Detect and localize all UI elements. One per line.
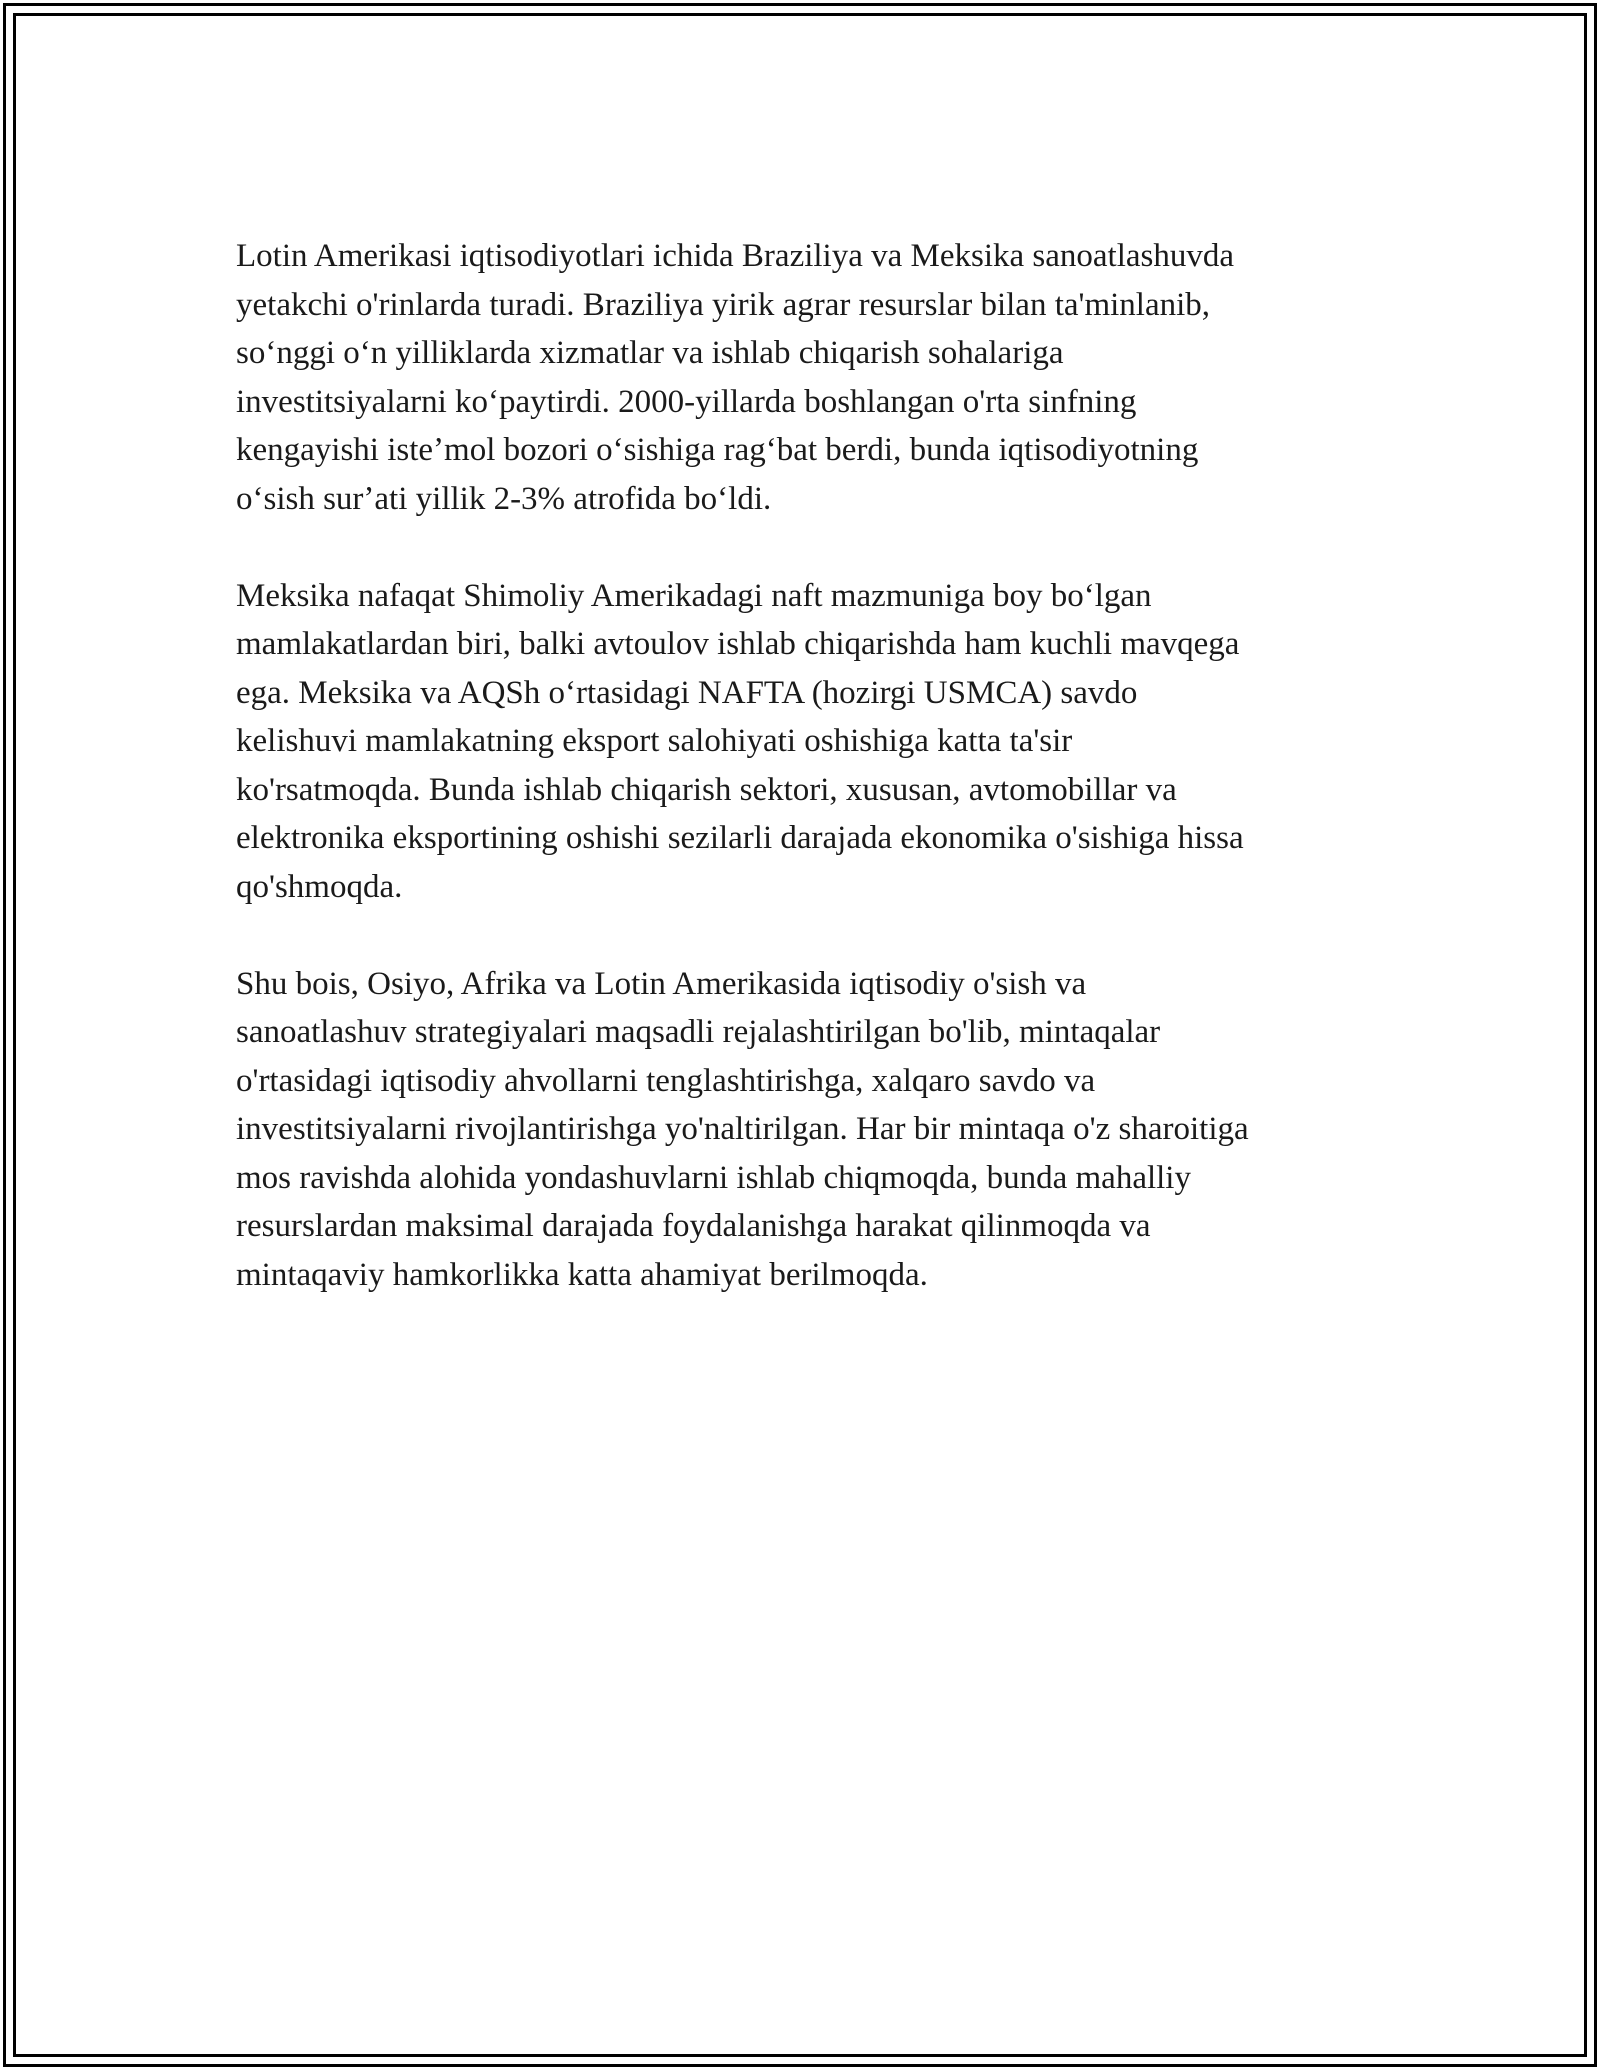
paragraph-brazil-mexico-intro: Lotin Amerikasi iqtisodiyotlari ichida Braziliya va Meksika sanoatlashuvda yetakchi o'rinlarda turadi. Braziliya yirik agrar resurslar bilan ta'minlanib, soʻnggi oʻn yilliklarda xizmatlar va ishlab chiqarish sohalariga investitsiyalarni koʻpaytirdi. 2000-yillarda boshlangan o'rta sinfning kengayishi isteʼmol bozori oʻsishiga ragʻbat berdi, bunda iqtisodiyotning oʻsish surʼati yillik 2-3% atrofida boʻldi. <box>236 238 1235 517</box>
paragraph-mexico-nafta: Meksika nafaqat Shimoliy Amerikadagi naft mazmuniga boy boʻlgan mamlakatlardan biri, balki avtoulov ishlab chiqarishda ham kuchli mavqega ega. Meksika va AQSh oʻrtasidagi NAFTA (hozirgi USMCA) savdo kelishuvi mamlakatning eksport salohiyati oshishiga katta ta'sir ko'rsatmoqda. Bunda ishlab chiqarish sektori, xususan, avtomobillar va elektronika eksportining oshishi sezilarli darajada ekonomika o'sishiga hissa qo'shmoqda. <box>236 577 1244 905</box>
document-body <box>236 232 1386 1348</box>
paragraph-regional-strategies: Shu bois, Osiyo, Afrika va Lotin Amerikasida iqtisodiy o'sish va sanoatlashuv strategiyalari maqsadli rejalashtirilgan bo'lib, mintaqalar o'rtasidagi iqtisodiy ahvollarni tenglashtirishga, xalqaro savdo va investitsiyalarni rivojlantirishga yo'naltirilgan. Har bir mintaqa o'z sharoitiga mos ravishda alohida yondashuvlarni ishlab chiqmoqda, bunda mahalliy resurslardan maksimal darajada foydalanishga harakat qilinmoqda va mintaqaviy hamkorlikka katta ahamiyat berilmoqda. <box>236 965 1249 1293</box>
